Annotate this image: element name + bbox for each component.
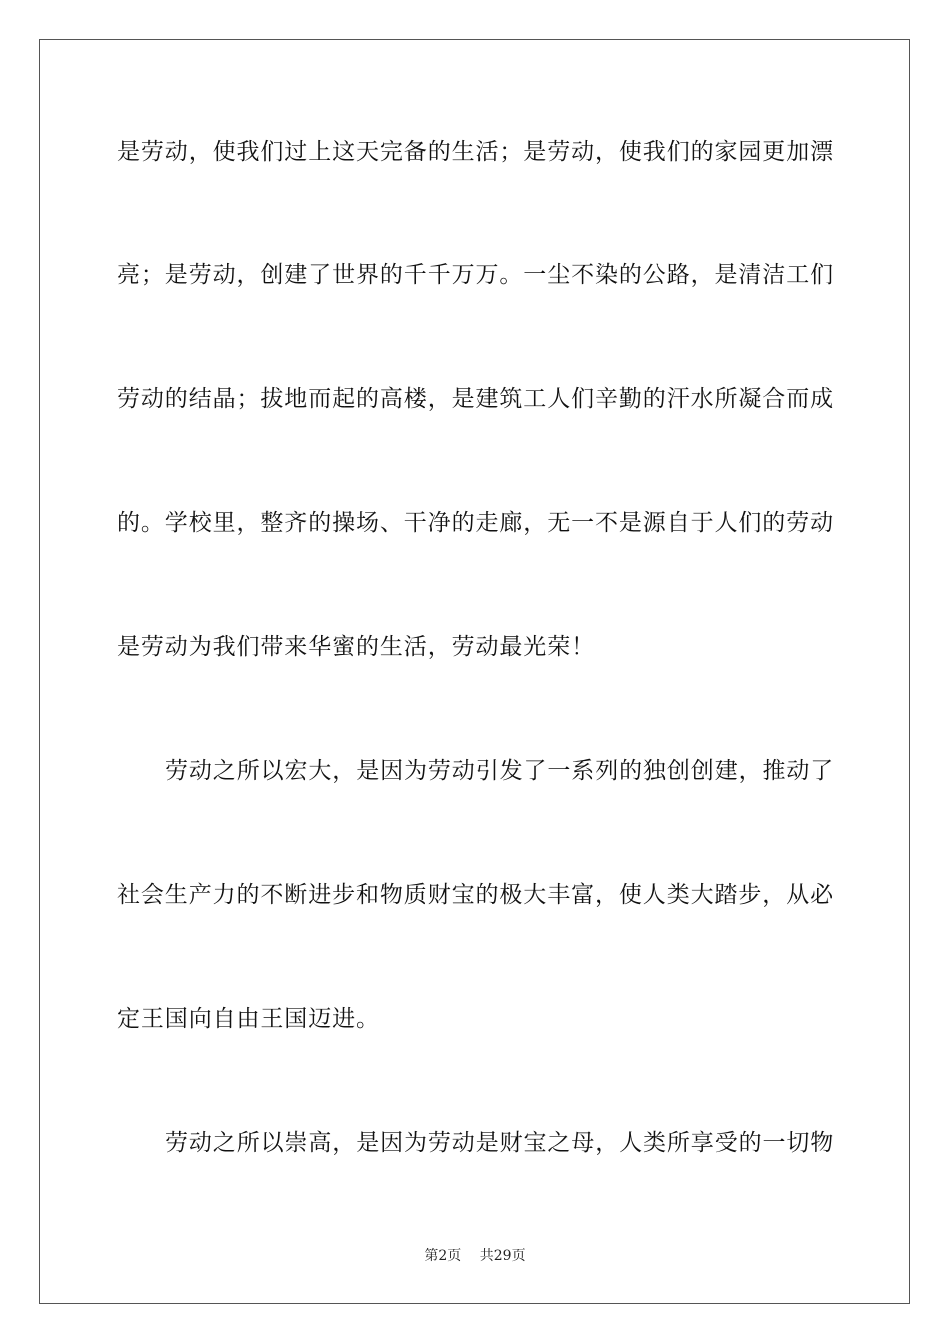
text-line: 是劳动为我们带来华蜜的生活，劳动最光荣！	[117, 634, 595, 660]
paragraph-first-line: 劳动之所以崇高，是因为劳动是财宝之母，人类所享受的一切物	[165, 1130, 835, 1156]
text-line: 定王国向自由王国迈进。	[117, 1006, 380, 1032]
text-line: 社会生产力的不断进步和物质财宝的极大丰富，使人类大踏步，从必	[117, 882, 834, 908]
total-pages: 共29页	[479, 1248, 526, 1264]
page-number: 第2页	[424, 1248, 462, 1264]
paragraph-first-line: 劳动之所以宏大，是因为劳动引发了一系列的独创创建，推动了	[165, 758, 835, 784]
page-frame	[39, 39, 910, 1304]
text-line: 的。学校里，整齐的操场、干净的走廊，无一不是源自于人们的劳动	[117, 510, 834, 536]
text-line: 是劳动，使我们过上这天完备的生活；是劳动，使我们的家园更加漂	[117, 139, 834, 165]
text-line: 劳动的结晶；拔地而起的高楼，是建筑工人们辛勤的汗水所凝合而成	[117, 386, 834, 412]
page-footer	[0, 1246, 950, 1266]
text-line: 亮；是劳动，创建了世界的千千万万。一尘不染的公路，是清洁工们	[117, 262, 834, 288]
